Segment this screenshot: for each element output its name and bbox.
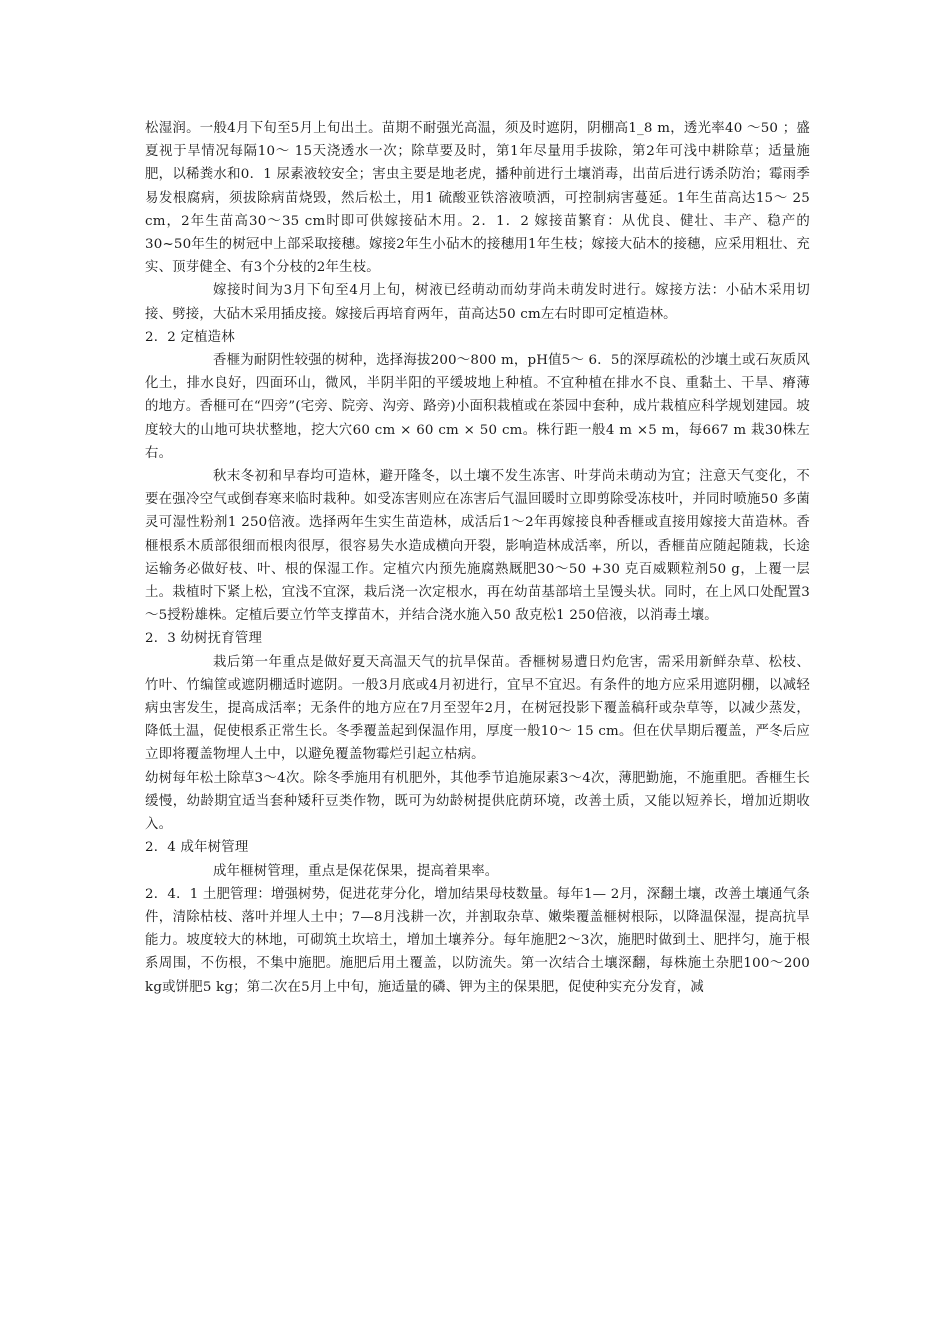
paragraph-seedling-care: 松湿润。一般4月下旬至5月上旬出土。苗期不耐强光高温，须及时遮阴，阴棚高1_8 m，透光率40 ～50 ；盛夏视于旱情况每隔10～ 15天浇透水一次；除草要及时，第1年尽量用手拔除，第2年可浅中耕除草；适量施肥，以稀粪水和0．1 尿素液较安全；害虫主要是地老虎，播种前进行土壤消毒，出苗后进行诱杀防治；霉雨季易发根腐病，须拔除病苗烧毁，然后松土，用1 硫酸亚铁溶液喷洒，可控制病害蔓延。1年生苗高达15～ 25 cm，2年生苗高30～35 cm时即可供嫁接砧木用。2．1．2 嫁接苗繁育：从优良、健壮、丰产、稳产的30~50年生的树冠中上部采取接穗。嫁接2年生小砧木的接穗用1年生枝；嫁接大砧木的接穗，应采用粗壮、充实、顶芽健全、有3个分枝的2年生枝。 <box>145 121 810 276</box>
paragraph-grafting-time: 嫁接时间为3月下旬至4月上旬，树液已经萌动而幼芽尚未萌发时进行。嫁接方法：小砧木采用切接、劈接，大砧木采用插皮接。嫁接后再培育两年，苗高达50 cm左右时即可定植造林。 <box>145 283 810 322</box>
paragraph-mature-tree-focus: 成年榧树管理，重点是保花保果，提高着果率。 <box>213 863 499 879</box>
paragraph-young-tree-shading: 栽后第一年重点是做好夏天高温天气的抗旱保苗。香榧树易遭日灼危害，需采用新鲜杂草、松枝、竹叶、竹编筐或遮阴棚适时遮阴。一般3月底或4月初进行，宜早不宜迟。有条件的地方应采用遮阴棚，以减轻病虫害发生，提高成活率；无条件的地方应在7月至翌年2月，在树冠投影下覆盖稿秆或杂草等，以减少蒸发，降低土温，促使根系正常生长。冬季覆盖起到保温作用，厚度一般10～ 15 cm。但在伏旱期后覆盖，严冬后应立即将覆盖物埋人土中，以避免覆盖物霉烂引起立枯病。 <box>145 654 810 763</box>
section-heading-2-4: 2．4 成年树管理 <box>145 840 249 856</box>
paragraph-young-tree-weeding: 幼树每年松土除草3～4次。除冬季施用有机肥外，其他季节追施尿素3～4次，薄肥勤施，不施重肥。香榧生长缓慢，幼龄期宜适当套种矮秆豆类作物，既可为幼龄树提供庇荫环境，改善土质，又能以短养长，增加近期收入。 <box>145 770 810 833</box>
section-heading-2-3: 2．3 幼树抚育管理 <box>145 631 263 647</box>
paragraph-planting-season: 秋末冬初和早春均可造林，避开隆冬，以土壤不发生冻害、叶芽尚未萌动为宜；注意天气变化，不要在强冷空气或倒春寒来临时栽种。如受冻害则应在冻害后气温回暖时立即剪除受冻枝叶，并同时喷施50 多菌灵可湿性粉剂1 250倍液。选择两年生实生苗造林，成活后1～2年再嫁接良种香榧或直接用嫁接大苗造林。香榧根系木质部很细而根肉很厚，很容易失水造成横向开裂，影响造林成活率，所以，香榧苗应随起随栽，长途运输务必做好枝、叶、根的保湿工作。定植穴内预先施腐熟厩肥30～50 +30 克百威颗粒剂50 g，上覆一层土。栽植时下紧上松，宜浅不宜深，栽后浇一次定根水，再在幼苗基部培土呈馒头状。同时，在上风口处配置3 ～5授粉雄株。定植后要立竹竿支撑苗木，并结合浇水施入50 敌克松1 250倍液，以消毒土壤。 <box>145 469 810 624</box>
section-heading-2-2: 2．2 定植造林 <box>145 329 235 345</box>
paragraph-soil-fertilizer: 2．4．1 土肥管理：增强树势，促进花芽分化，增加结果母枝数量。每年1— 2月，深翻土壤，改善土壤通气条件，清除枯枝、落叶并埋人土中；7—8月浅耕一次，并割取杂草、嫩柴覆盖榧树根际，以降温保湿，提高抗旱能力。坡度较大的林地，可砌筑土坎培土，增加土壤养分。每年施肥2～3次，施肥时做到土、肥拌匀，施于根系周围，不伤根，不集中施肥。施肥后用土覆盖，以防流失。第一次结合土壤深翻，每株施土杂肥100～200 kg或饼肥5 kg；第二次在5月上中旬，施适量的磷、钾为主的保果肥，促使种实充分发育，减 <box>145 886 810 995</box>
document-page <box>145 117 810 999</box>
paragraph-site-selection: 香榧为耐阴性较强的树种，选择海拔200～800 m，pH值5～ 6．5的深厚疏松的沙壤土或石灰质风化土，排水良好，四面环山，微风，半阴半阳的平缓坡地上种植。不宜种植在排水不良、重黏土、干旱、瘠薄的地方。香榧可在“四旁”(宅旁、院旁、沟旁、路旁)小面积栽植或在茶园中套种，成片栽植应科学规划建园。坡度较大的山地可块状整地，挖大穴60 cm × 60 cm × 50 cm。株行距一般4 m ×5 m，每667 m 栽30株左右。 <box>145 353 810 461</box>
